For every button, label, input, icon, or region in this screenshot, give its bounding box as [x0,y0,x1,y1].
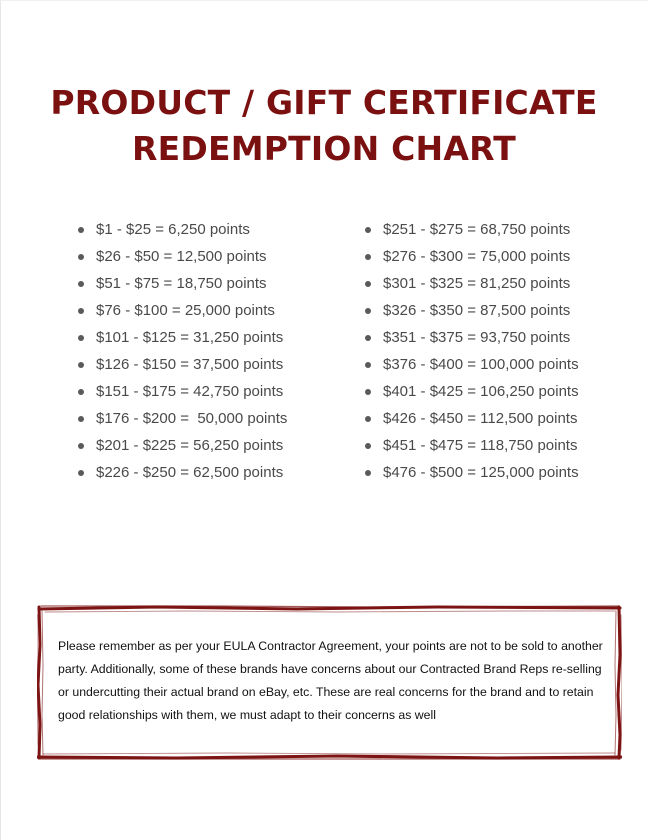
redemption-tier-text: $251 - $275 = 68,750 points [383,221,571,238]
redemption-tier-item [364,355,579,382]
redemption-tier-item [77,409,287,436]
redemption-tier-item [77,274,287,301]
redemption-tier-text: $51 - $75 = 18,750 points [96,275,267,292]
bullet-icon [78,254,84,260]
bullet-icon [365,416,371,422]
redemption-tier-text: $301 - $325 = 81,250 points [383,275,571,292]
redemption-tier-text: $101 - $125 = 31,250 points [96,329,284,346]
bullet-icon [78,389,84,395]
notice-text: Please remember as per your EULA Contractor Agreement, your points are not to be sold to another party. Additionally, some of these brands have concerns about our Contracted Brand Reps re-selling or undercutting their actual brand on eBay, etc. These are real concerns for the brand and to retain good relationships with them, we must adapt to their concerns as well [58,639,603,722]
notice-box [37,605,622,760]
bullet-icon [78,281,84,287]
redemption-tier-text: $326 - $350 = 87,500 points [383,302,571,319]
bullet-icon [78,443,84,449]
redemption-tier-text: $176 - $200 = 50,000 points [96,410,288,427]
bullet-icon [365,362,371,368]
redemption-tier-text: $351 - $375 = 93,750 points [383,329,571,346]
bullet-icon [365,389,371,395]
redemption-tier-item [364,220,579,247]
bullet-icon [78,470,84,476]
redemption-tier-text: $151 - $175 = 42,750 points [96,383,284,400]
redemption-tier-text: $201 - $225 = 56,250 points [96,437,284,454]
bullet-icon [365,470,371,476]
redemption-tier-item [364,463,579,490]
redemption-tier-item [364,382,579,409]
bullet-icon [365,308,371,314]
redemption-tier-text: $476 - $500 = 125,000 points [383,464,579,481]
redemption-tier-item [77,436,287,463]
redemption-tier-item [77,301,287,328]
redemption-tier-text: $1 - $25 = 6,250 points [96,221,250,238]
redemption-tier-item [364,274,579,301]
redemption-tier-item [77,247,287,274]
redemption-tier-text: $26 - $50 = 12,500 points [96,248,267,265]
bullet-icon [78,335,84,341]
bullet-icon [365,281,371,287]
redemption-tier-item [77,328,287,355]
bullet-icon [365,254,371,260]
redemption-tier-item [77,382,287,409]
bullet-icon [365,227,371,233]
page-title-line-1: PRODUCT / GIFT CERTIFICATE [50,83,598,122]
page-title-line-2: REDEMPTION CHART [132,129,516,168]
redemption-tier-text: $276 - $300 = 75,000 points [383,248,571,265]
bullet-icon [365,335,371,341]
bullet-icon [365,443,371,449]
redemption-tier-text: $226 - $250 = 62,500 points [96,464,284,481]
redemption-tier-text: $376 - $400 = 100,000 points [383,356,579,373]
redemption-tier-item [77,355,287,382]
redemption-tier-text: $426 - $450 = 112,500 points [383,410,578,427]
bullet-icon [78,362,84,368]
redemption-tier-item [77,463,287,490]
redemption-tier-item [364,247,579,274]
redemption-list-right [364,220,579,490]
redemption-tier-item [364,328,579,355]
bullet-icon [78,416,84,422]
redemption-list-left [77,220,287,490]
redemption-tier-item [364,436,579,463]
redemption-tier-item [364,409,579,436]
redemption-tier-item [77,220,287,247]
redemption-tier-item [364,301,579,328]
redemption-tier-text: $76 - $100 = 25,000 points [96,302,275,319]
bullet-icon [78,308,84,314]
bullet-icon [78,227,84,233]
redemption-tier-text: $401 - $425 = 106,250 points [383,383,579,400]
redemption-tier-text: $451 - $475 = 118,750 points [383,437,578,454]
redemption-tier-text: $126 - $150 = 37,500 points [96,356,284,373]
